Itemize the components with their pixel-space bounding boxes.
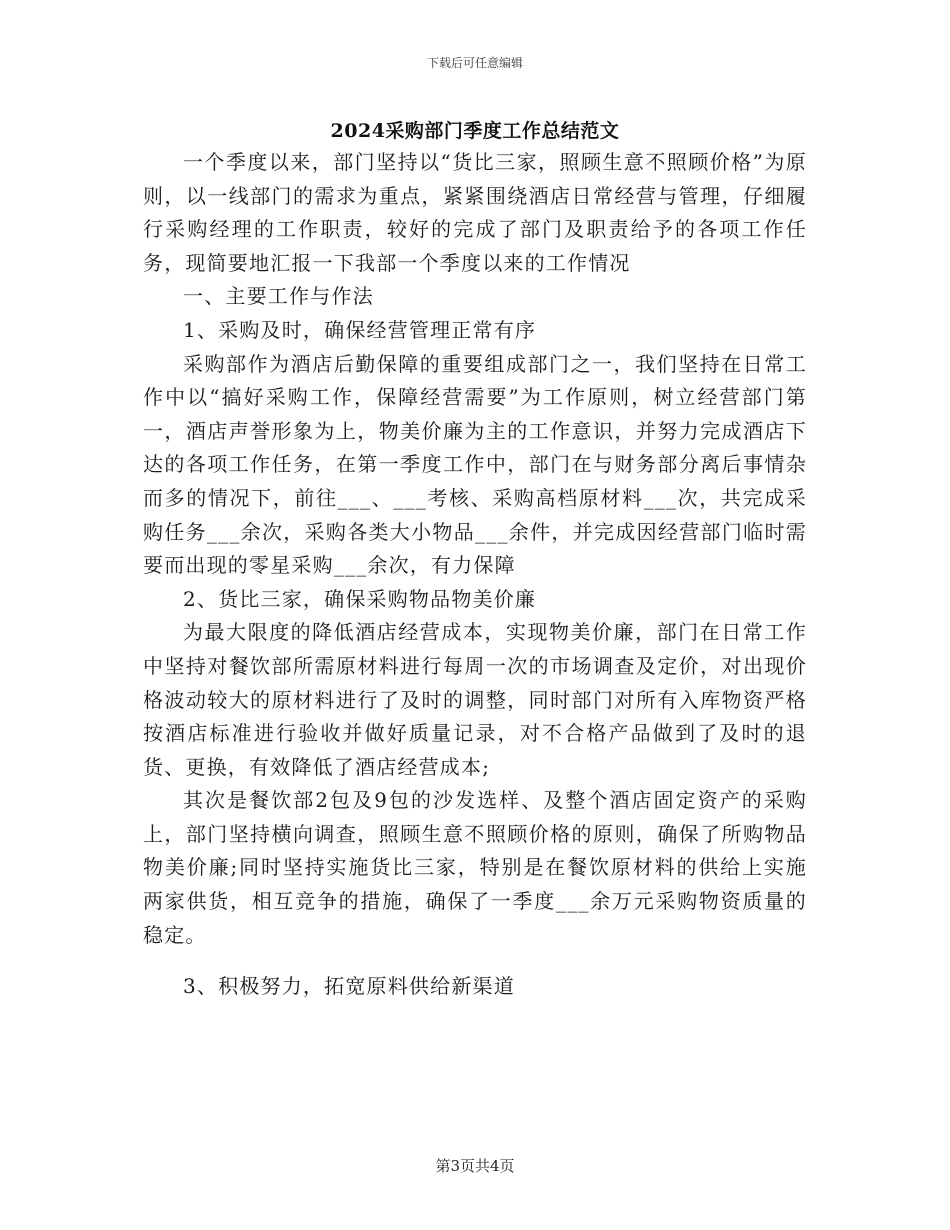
document-body: [143, 146, 807, 1004]
paragraph-intro: 一个季度以来，部门坚持以“货比三家，照顾生意不照顾价格”为原则，以一线部门的需求为重点，紧紧围绕酒店日常经营与管理，仔细履行采购经理的工作职责，较好的完成了部门及职责给予的各项工作任务，现简要地汇报一下我部一个季度以来的工作情况: [143, 150, 807, 275]
section-heading: 一、主要工作与作法: [183, 284, 374, 309]
paragraph-cost: 为最大限度的降低酒店经营成本，实现物美价廉，部门在日常工作中坚持对餐饮部所需原材料进行每周一次的市场调查及定价，对出现价格波动较大的原材料进行了及时的调整，同时部门对所有入库物资严格按酒店标准进行验收并做好质量记录，对不合格产品做到了及时的退货、更换，有效降低了酒店经营成本;: [143, 620, 807, 779]
document-title: 2024采购部门季度工作总结范文: [330, 120, 620, 142]
page-number: 第3页共4页: [435, 1157, 515, 1175]
header-note: 下载后可任意编辑: [426, 56, 523, 70]
subheading-3: 3、积极努力，拓宽原料供给新渠道: [183, 974, 515, 999]
subheading-1: 1、采购及时，确保经营管理正常有序: [183, 317, 537, 342]
paragraph-furniture: 其次是餐饮部2包及9包的沙发选样、及整个酒店固定资产的采购上，部门坚持横向调查，照顾生意不照顾价格的原则，确保了所购物品物美价廉;同时坚持实施货比三家，特别是在餐饮原材料的供给上实施两家供货，相互竞争的措施，确保了一季度___余万元采购物资质量的稳定。: [143, 788, 807, 947]
subheading-2: 2、货比三家，确保采购物品物美价廉: [183, 586, 537, 611]
paragraph-procurement: 采购部作为酒店后勤保障的重要组成部门之一，我们坚持在日常工作中以“搞好采购工作，保障经营需要”为工作原则，树立经营部门第一，酒店声誉形象为上，物美价廉为主的工作意识，并努力完成酒店下达的各项工作任务，在第一季度工作中，部门在与财务部分离后事情杂而多的情况下，前往___、___考核、采购高档原材料___次，共完成采购任务___余次，采购各类大小物品___余件，并完成因经营部门临时需要而出现的零星采购___余次，有力保障: [143, 351, 807, 578]
